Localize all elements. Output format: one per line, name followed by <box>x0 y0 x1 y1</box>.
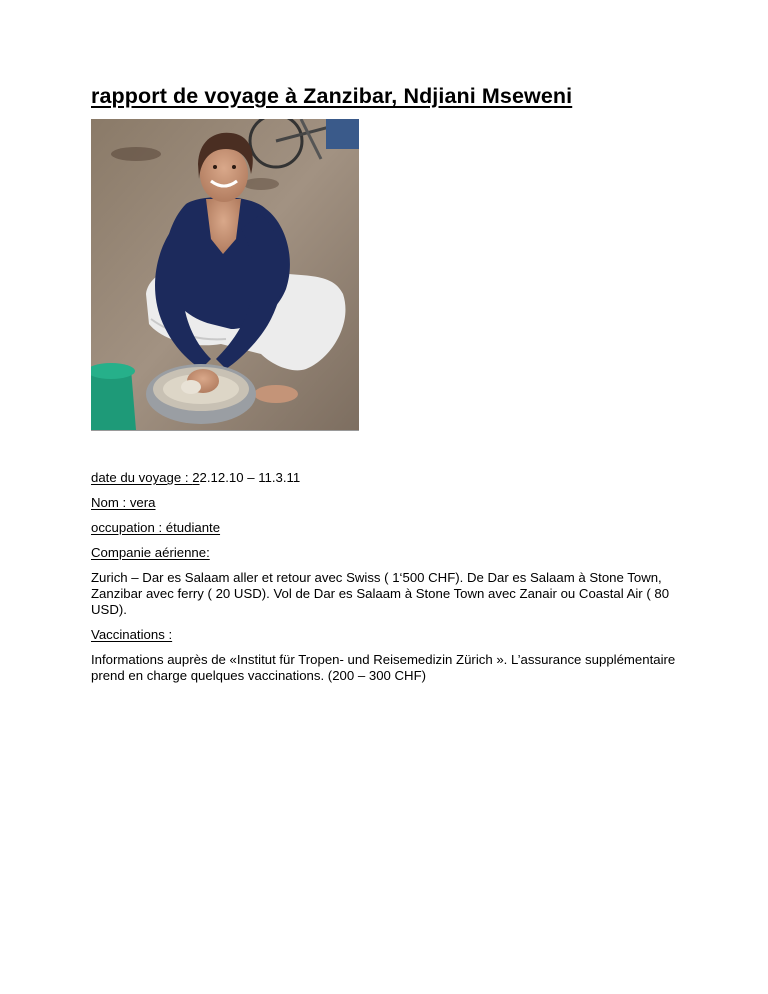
travel-date-line <box>91 470 691 486</box>
document-title: rapport de voyage à Zanzibar, Ndjiani Mseweni <box>91 84 573 108</box>
travel-date-prefix: 2 <box>192 470 200 485</box>
report-content <box>91 470 691 693</box>
airline-heading <box>91 545 691 561</box>
travel-date-label: date du voyage : <box>91 470 193 485</box>
name-line <box>91 495 691 511</box>
vaccinations-heading-text: Vaccinations : <box>91 627 173 642</box>
travel-photo <box>91 119 359 431</box>
occupation-line <box>91 520 691 536</box>
airline-heading-text: Companie aérienne: <box>91 545 210 560</box>
travel-date-value: 2.12.10 – 11.3.11 <box>199 470 301 485</box>
airline-body: Zurich – Dar es Salaam aller et retour avec Swiss ( 1‘500 CHF). De Dar es Salaam à Stone Town, Zanzibar avec ferry ( 20 USD). Vol de Dar es Salaam à Stone Town avec Zanair ou Coastal Air ( 80 USD). <box>91 570 670 617</box>
vaccinations-heading <box>91 627 691 643</box>
vaccinations-body: Informations auprès de «Institut für Tropen- und Reisemedizin Zürich ». L’assurance supplémentaire prend en charge quelques vaccinations. (200 – 300 CHF) <box>91 652 676 683</box>
occupation-text: occupation : étudiante <box>91 520 221 535</box>
name-text: Nom : vera <box>91 495 156 510</box>
